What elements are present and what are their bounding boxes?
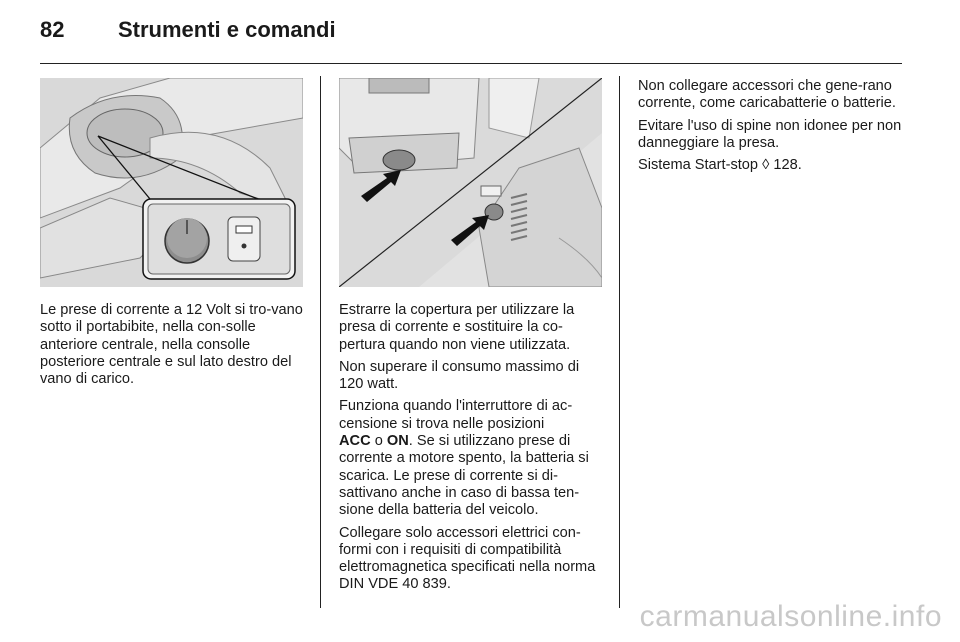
unsuitable-plugs-paragraph: Evitare l'uso di spine non idonee per non danneggiare la presa. [638, 117, 902, 151]
or-word: o [374, 433, 383, 450]
no-generating-accessories-paragraph: Non collegare accessori che gene-rano corrente, come caricabatterie o batterie. [638, 78, 896, 112]
page-number: 82 [40, 17, 65, 42]
figure-cupholder-socket [40, 78, 303, 287]
page-reference-icon: ◊ [762, 157, 770, 174]
on-position: ON [386, 433, 409, 450]
watermark: carmanualsonline.info [639, 600, 942, 633]
column-divider-1 [320, 76, 321, 608]
ignition-paragraph [339, 398, 607, 519]
column-1-text [40, 302, 308, 393]
start-stop-reference[interactable] [638, 157, 902, 174]
ignition-text-end: . Se si utilizzano prese di corrente a motore spento, la batteria si scarica. Le prese di corrente si di-sattivano anche in caso di bassa ten-sione della batteria del veicolo. [339, 433, 589, 519]
figure-rear-sockets [339, 78, 602, 287]
socket-locations-paragraph: Le prese di corrente a 12 Volt si tro-vano sotto il portabibite, nella con-solle anteriore centrale, nella consolle posteriore centrale e sul lato destro del vano di carico. [40, 302, 303, 388]
acc-position: ACC [339, 433, 371, 450]
column-divider-2 [619, 76, 620, 608]
start-stop-label: Sistema Start-stop [638, 157, 759, 174]
column-2-text [339, 302, 607, 599]
cover-instructions-paragraph: Estrarre la copertura per utilizzare la presa di corrente e sostituire la co-pertura quando non viene utilizzata. [339, 302, 575, 353]
max-consumption-paragraph: Non superare il consumo massimo di 120 watt. [339, 358, 580, 393]
ignition-text-start: Funziona quando l'interruttore di ac-censione si trova nelle posizioni [339, 398, 573, 432]
emc-paragraph: Collegare solo accessori elettrici con-formi con i requisiti di compatibilità elettromagnetica specificati nella norma DIN VDE 40 839. [339, 524, 596, 593]
column-3-text [638, 78, 902, 179]
page-title: Strumenti e comandi [118, 17, 336, 42]
header-rule [40, 63, 902, 64]
start-stop-page: 128. [773, 157, 802, 174]
